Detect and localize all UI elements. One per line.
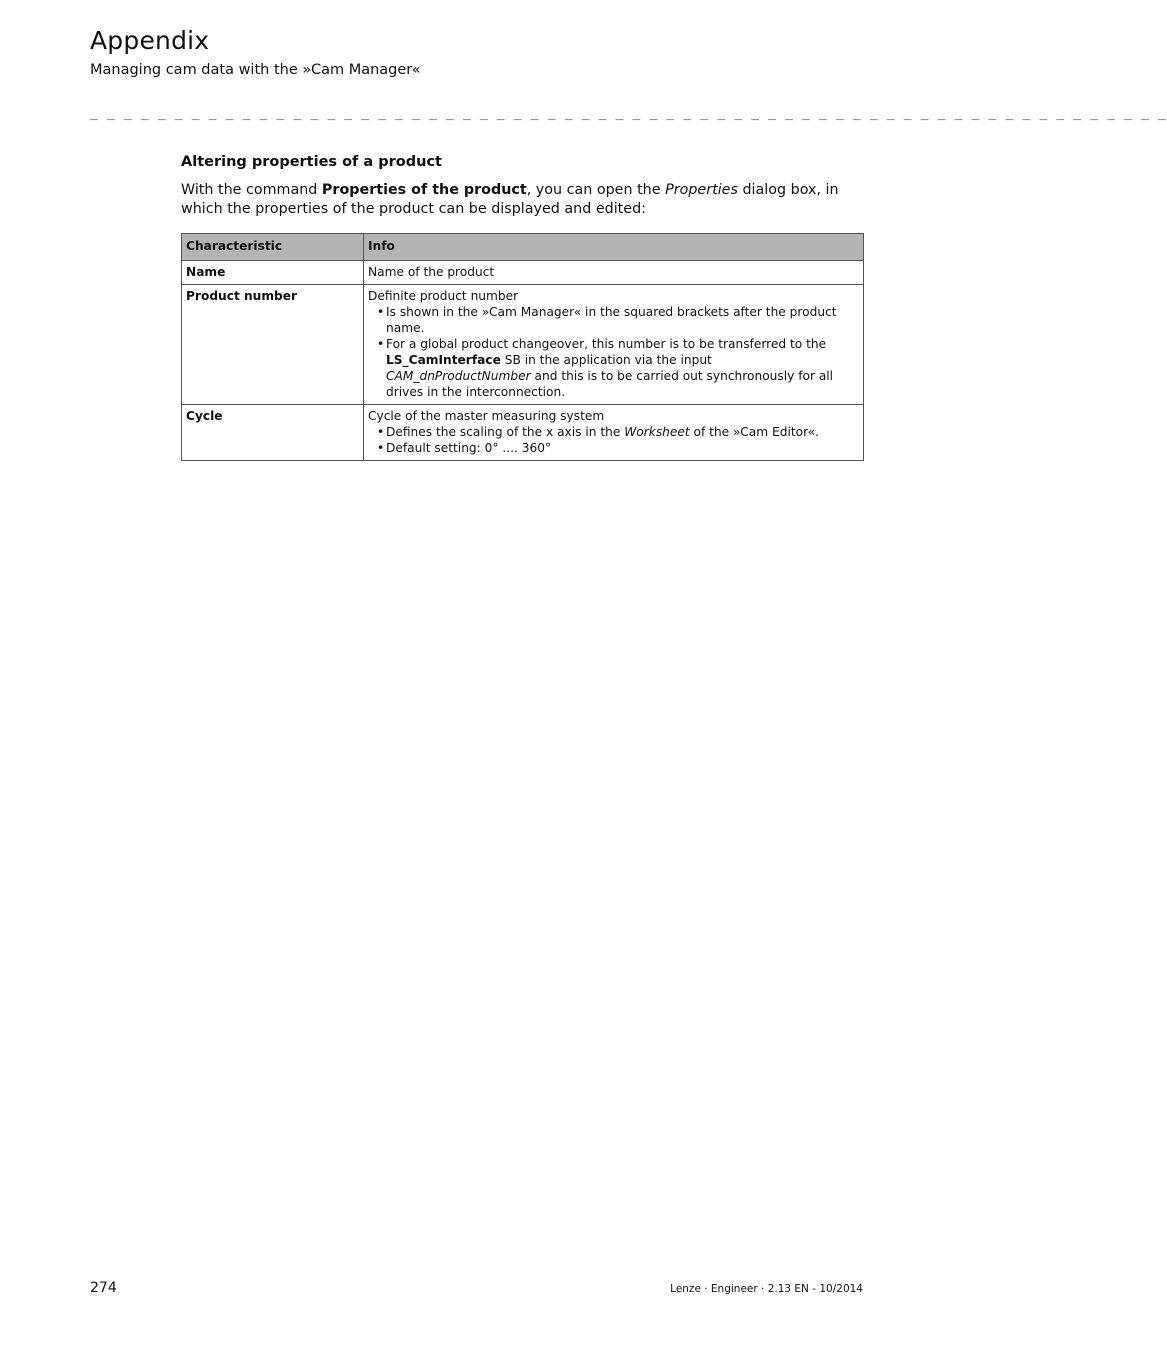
row-info — [364, 285, 864, 405]
list-item — [368, 336, 859, 400]
row-desc: Definite product number — [368, 289, 519, 303]
header-separator: _ _ _ _ _ _ _ _ _ _ _ _ _ _ _ _ _ _ _ _ _ _ _ _ _ _ _ _ _ _ _ _ _ _ _ _ _ _ _ _ _ _ _ _ _ _ _ _ _ _ _ _ _ _ _ _ _ _ _ _ _ _ _ _ — [90, 106, 1167, 121]
worksheet-name: Worksheet — [624, 425, 690, 439]
row-desc: Name of the product — [368, 265, 495, 279]
list-item-text: Defines the scaling of the x axis in the — [386, 425, 625, 439]
header-characteristic: Characteristic — [182, 234, 364, 261]
bullet-list — [368, 304, 859, 400]
section-heading: Altering properties of a product — [181, 154, 442, 170]
chapter-title: Appendix — [90, 26, 210, 55]
intro-text: dialog box, in which the properties of the product can be displayed and edited: — [181, 182, 839, 217]
list-item-text: of the »Cam Editor«. — [689, 425, 819, 439]
row-key: Cycle — [182, 405, 364, 461]
row-key: Product number — [182, 285, 364, 405]
list-item — [368, 424, 859, 440]
row-desc: Cycle of the master measuring system — [368, 409, 605, 423]
table-header-row — [182, 234, 864, 261]
function-block-name: LS_CamInterface — [386, 353, 501, 367]
command-name: Properties of the product — [321, 182, 527, 198]
list-item-text: For a global product changeover, this number is to be transferred to the — [386, 337, 827, 351]
list-item-text: and this is to be carried out synchronously for all drives in the interconnection. — [386, 369, 834, 399]
row-info — [364, 261, 864, 285]
bullet-list — [368, 424, 859, 456]
header-info: Info — [364, 234, 864, 261]
table-row — [182, 405, 864, 461]
chapter-subtitle: Managing cam data with the »Cam Manager« — [90, 62, 421, 78]
intro-text: With the command — [181, 182, 322, 198]
page-number: 274 — [90, 1280, 117, 1296]
row-info — [364, 405, 864, 461]
properties-table — [181, 233, 864, 461]
intro-paragraph — [181, 181, 871, 219]
input-name: CAM_dnProductNumber — [386, 369, 531, 383]
intro-text: , you can open the — [526, 182, 666, 198]
list-item: • Is shown in the »Cam Manager« in the squared brackets after the product name. — [368, 304, 859, 336]
list-item: • Default setting: 0° .... 360° — [368, 440, 859, 456]
list-item-text: SB in the application via the input — [500, 353, 712, 367]
footer-publisher: Lenze · Engineer · 2.13 EN - 10/2014 — [670, 1283, 863, 1295]
table-row — [182, 285, 864, 405]
dialog-name: Properties — [665, 182, 738, 198]
table-row — [182, 261, 864, 285]
row-key: Name — [182, 261, 364, 285]
